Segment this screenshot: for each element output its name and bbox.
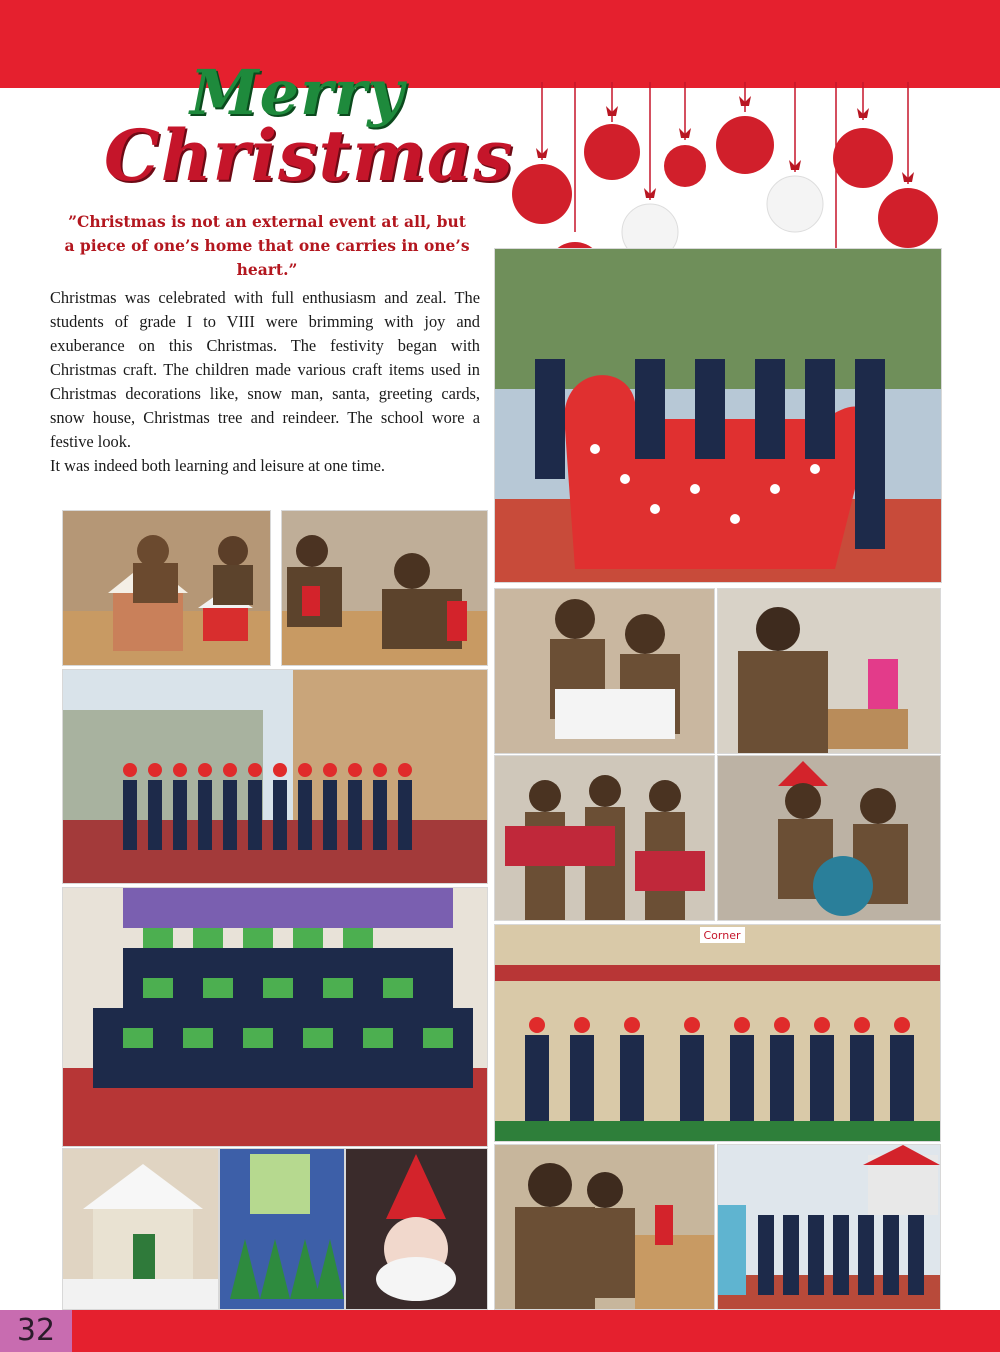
page-number: 32 xyxy=(0,1310,72,1352)
photo-students-santa-plate xyxy=(717,755,941,921)
title-merry: Merry xyxy=(190,56,405,129)
merry-christmas-title xyxy=(104,56,514,206)
photo-group-outdoor-santa-hats xyxy=(62,669,488,884)
photo-students-holding-houses xyxy=(494,755,715,921)
photo-group-greeting-cards xyxy=(62,887,488,1147)
photo-students-classroom-craft xyxy=(494,1144,715,1310)
photo-christmas-tree-cards xyxy=(219,1148,345,1310)
photo-students-snow-house xyxy=(494,588,715,754)
photo-santa-craft xyxy=(281,510,488,666)
article-body xyxy=(50,286,480,478)
body-closing: It was indeed both learning and leisure at one time. xyxy=(50,456,385,475)
photo-students-snowman-decor xyxy=(717,1144,941,1310)
christmas-quote: ”Christmas is not an external event at all, but a piece of one’s home that one carries in one’s heart.” xyxy=(64,212,470,279)
photo-gingerbread-house-craft xyxy=(62,510,271,666)
photo-santa-doll-craft xyxy=(345,1148,488,1310)
photo-snow-house-craft xyxy=(62,1148,219,1310)
photo-christmas-corner-group xyxy=(494,924,941,1142)
body-paragraph: Christmas was celebrated with full enthusiasm and zeal. The students of grade I to VIII were brimming with joy and exuberance on this Christmas. The festivity began with Christmas craft. The children made various craft items used in Christmas decorations like, snow man, santa, greeting cards, snow house, Christmas tree and reindeer. The school wore a festive look. xyxy=(50,288,480,451)
corner-sign: Corner xyxy=(703,929,741,942)
photo-sleigh-group xyxy=(494,248,942,583)
title-christmas: Christmas xyxy=(104,114,514,197)
photo-student-making-craft xyxy=(717,588,941,754)
bottom-color-band xyxy=(0,1310,1000,1352)
